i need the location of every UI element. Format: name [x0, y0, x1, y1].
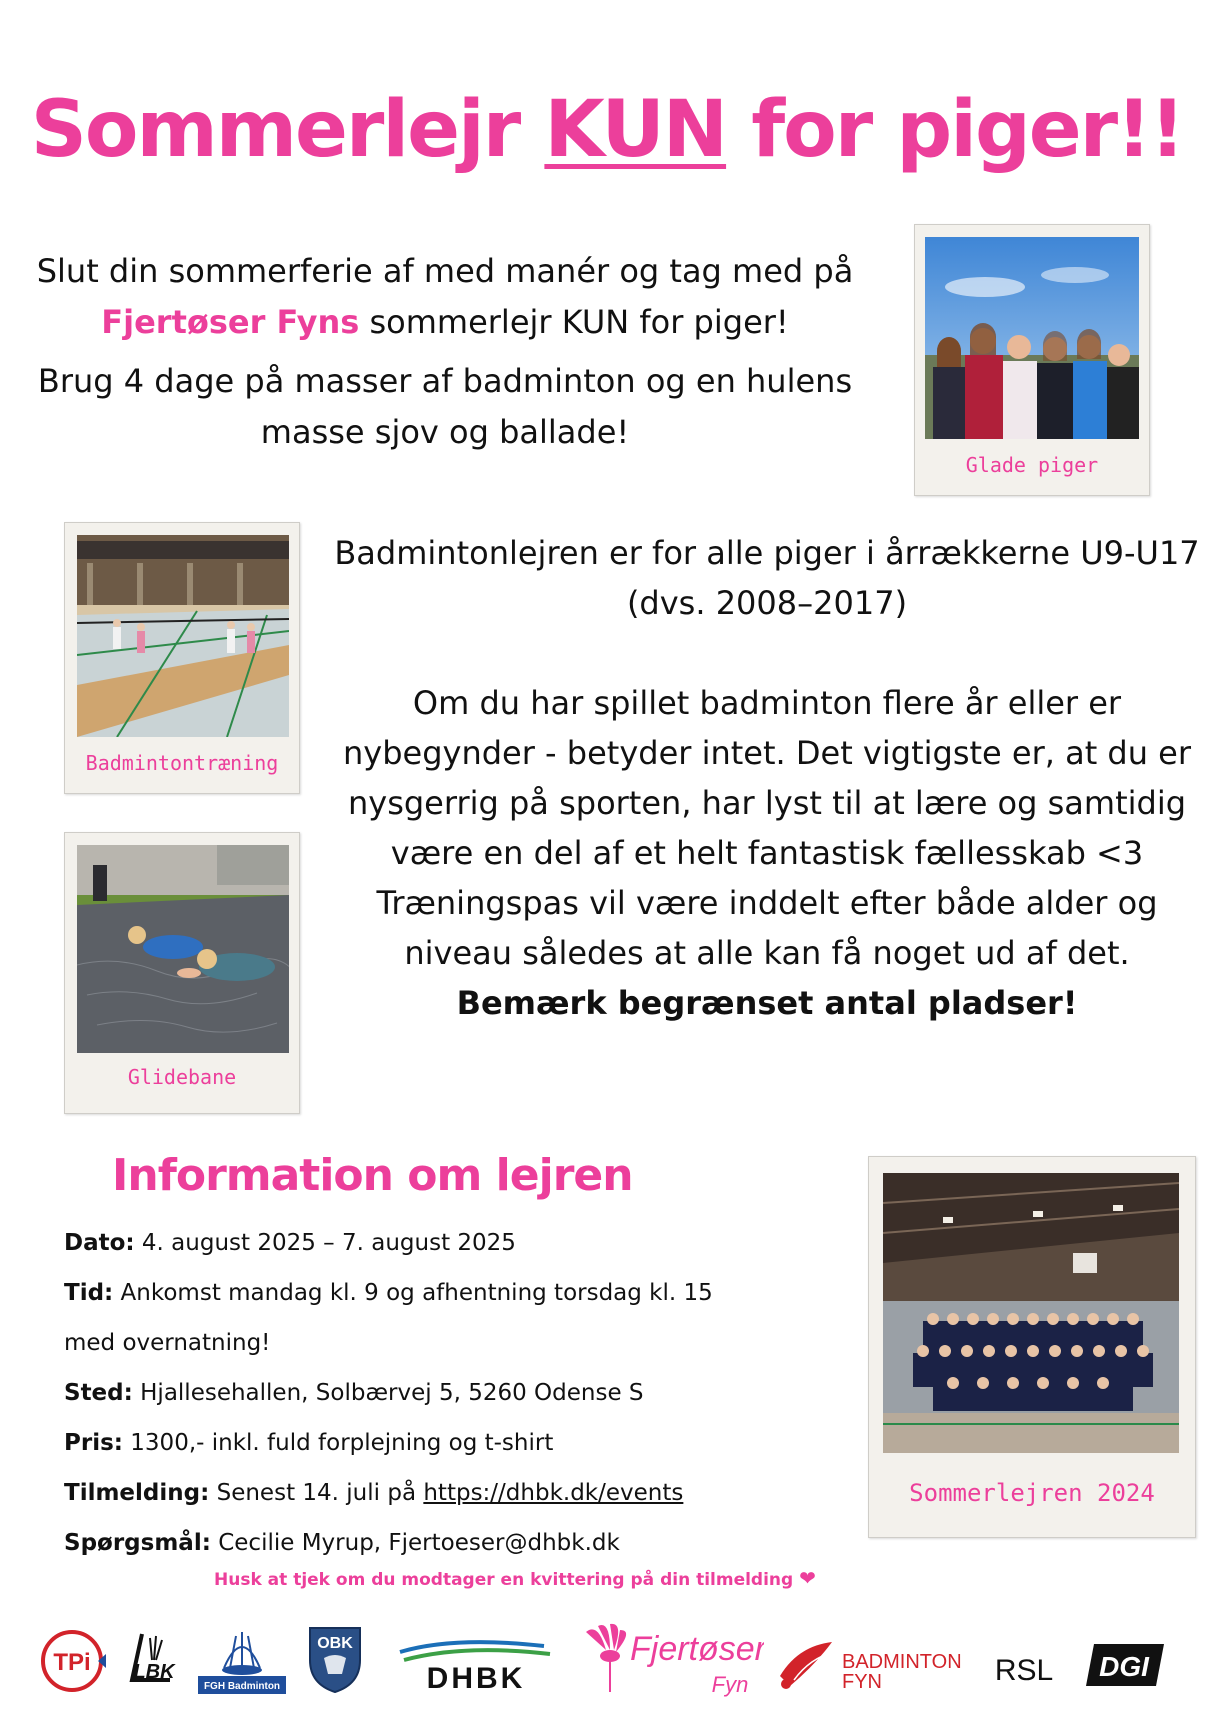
logo-rsl-text: RSL [994, 1654, 1054, 1687]
caption-glade-piger: Glade piger [965, 453, 1099, 477]
photo-frame-badmintontraening [64, 522, 300, 794]
heart-icon: ❤ [799, 1566, 816, 1590]
body-note: Bemærk begrænset antal pladser! [456, 984, 1078, 1022]
logo-lbk [122, 1630, 178, 1690]
logo-badminton-fyn-text: BADMINTON [842, 1651, 962, 1673]
logo-dhbk [394, 1636, 558, 1692]
photo-glade-piger [925, 237, 1139, 439]
brand-name: Fjertøser Fyns [101, 303, 360, 341]
logo-fgh-badminton [194, 1622, 290, 1700]
page-title [0, 85, 1214, 175]
intro-text [10, 246, 880, 466]
logo-rsl [982, 1648, 1066, 1688]
info-sted: Sted: Hjallesehallen, Solbærvej 5, 5260 Odense S [64, 1380, 644, 1406]
logo-fjertoser-fyn [580, 1620, 764, 1704]
title-kun: KUN [544, 85, 727, 175]
info-spoergsmaal: Spørgsmål: Cecilie Myrup, Fjertoeser@dhbk.dk [64, 1530, 620, 1556]
logo-fgh-text: FGH Badminton [203, 1681, 281, 1692]
events-link[interactable]: https://dhbk.dk/events [423, 1480, 684, 1506]
logo-obk-text: OBK [317, 1635, 353, 1652]
photo-glidebane [77, 845, 289, 1053]
logo-dgi-text: DGI [1099, 1651, 1149, 1682]
body-paragraph-2: Om du har spillet badminton flere år eller er nybegynder - betyder intet. Det vigtigste er, at du er nysgerrig på sporten, har lyst til at lære og samtidig være en del af et helt fantastisk fællesskab <3 [342, 684, 1192, 872]
info-pris: Pris: 1300,- inkl. fuld forplejning og t-shirt [64, 1430, 554, 1456]
info-tid: Tid: Ankomst mandag kl. 9 og afhentning torsdag kl. 15 [64, 1280, 713, 1306]
body-paragraph-1: Badmintonlejren er for alle piger i årrækkerne U9-U17 (dvs. 2008–2017) [334, 534, 1200, 622]
caption-badmintontraening: Badmintontræning [85, 751, 279, 775]
caption-glidebane: Glidebane [127, 1065, 237, 1089]
body-text [330, 528, 1204, 1028]
photo-sommerlejren-2024 [883, 1173, 1179, 1453]
logo-badminton-fyn-sub-text: FYN [842, 1671, 882, 1693]
title-part-1: Sommerlejr [30, 85, 545, 175]
photo-frame-glade-piger [914, 224, 1150, 496]
logo-fjertoser-sub-text: Fyn [711, 1672, 749, 1697]
logo-lbk-text: LBK [133, 1661, 175, 1683]
logo-tpi [38, 1628, 108, 1694]
photo-badmintontraening [77, 535, 289, 737]
title-part-2: for piger!! [726, 85, 1184, 175]
photo-frame-sommerlejren-2024 [868, 1156, 1196, 1538]
reminder-text: Husk at tjek om du modtager en kvittering på din tilmelding ❤ [214, 1566, 816, 1590]
logo-badminton-fyn [776, 1636, 972, 1698]
info-tilmelding: Tilmelding: Senest 14. juli på https://dhbk.dk/events [64, 1480, 684, 1506]
info-tid-continued: med overnatning! [64, 1330, 271, 1356]
logo-fjertoser-text: Fjertøser [630, 1630, 764, 1668]
info-heading: Information om lejren [112, 1150, 633, 1201]
logo-dgi [1084, 1640, 1166, 1690]
logo-obk [306, 1624, 364, 1694]
caption-sommerlejren-2024: Sommerlejren 2024 [909, 1479, 1155, 1507]
body-paragraph-3: Træningspas vil være inddelt efter både alder og niveau således at alle kan få noget ud af det. [376, 884, 1158, 972]
info-list [64, 1218, 864, 1568]
intro-paragraph-1: Slut din sommerferie af med manér og tag med på Fjertøser Fyns sommerlejr KUN for piger! [36, 252, 854, 341]
info-dato: Dato: 4. august 2025 – 7. august 2025 [64, 1230, 516, 1256]
logo-tpi-text: TPi [53, 1649, 91, 1676]
intro-paragraph-2: Brug 4 dage på masser af badminton og en hulens masse sjov og ballade! [37, 362, 853, 451]
photo-frame-glidebane [64, 832, 300, 1114]
logo-dhbk-text: DHBK [426, 1662, 526, 1692]
